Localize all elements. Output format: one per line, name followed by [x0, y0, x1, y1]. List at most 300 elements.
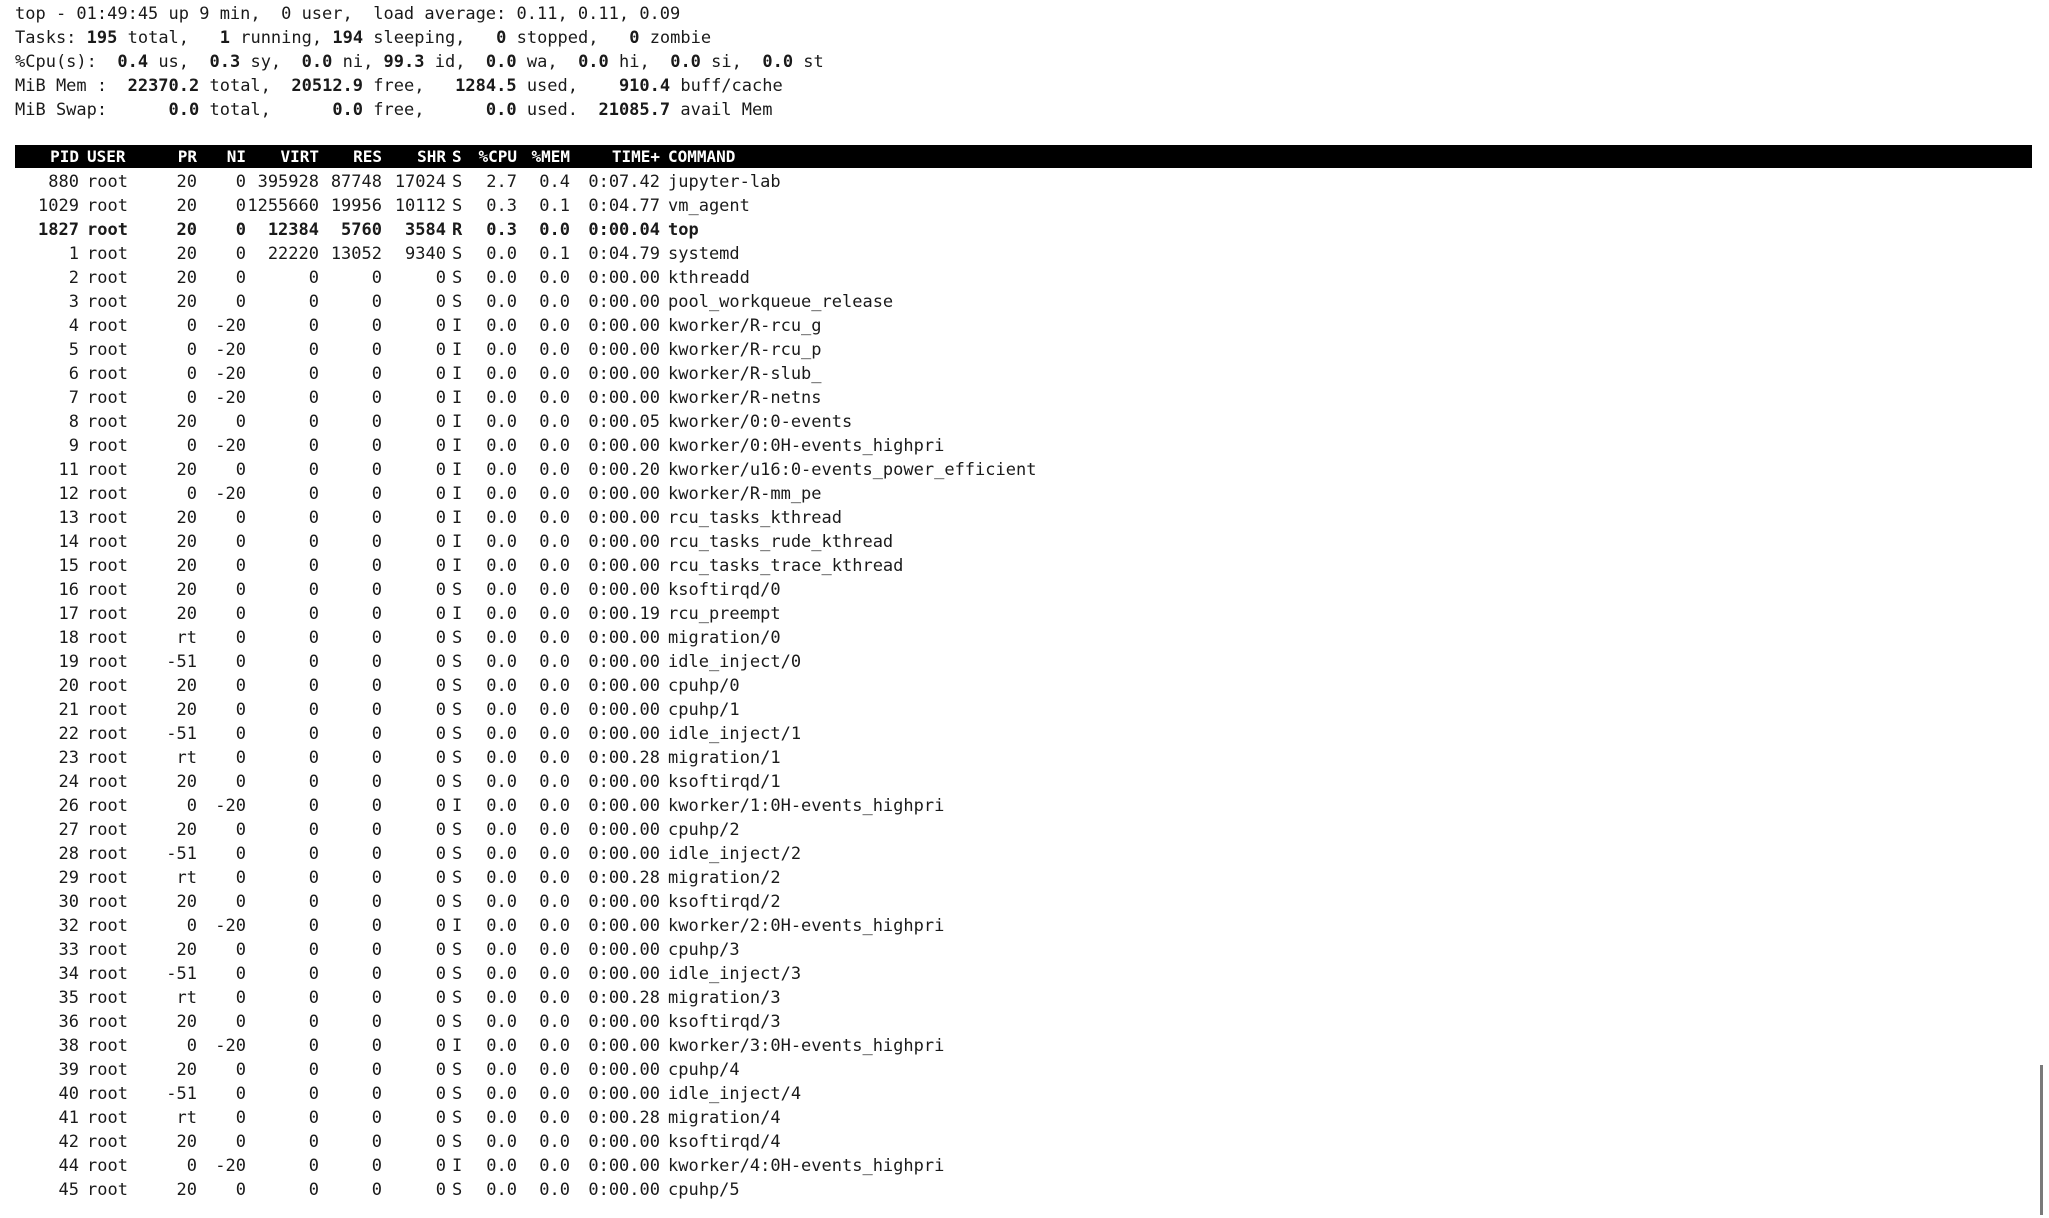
nice-cell: 0	[235, 1108, 246, 1128]
command-cell: systemd	[668, 244, 740, 264]
summary-text: id,	[424, 52, 486, 72]
process-row[interactable]	[15, 962, 1215, 986]
command-cell: cpuhp/0	[668, 676, 740, 696]
time-cell: 0:00.00	[588, 652, 660, 672]
process-row[interactable]	[15, 482, 1215, 506]
state-cell: S	[452, 652, 463, 672]
priority-cell: 0	[186, 796, 197, 816]
user-cell: root	[87, 532, 128, 552]
summary-text: us,	[148, 52, 210, 72]
time-cell: 0:00.00	[588, 268, 660, 288]
virt-cell: 0	[308, 268, 319, 288]
cpu-cell: 0.0	[486, 748, 517, 768]
time-cell: 0:00.00	[588, 772, 660, 792]
user-cell: root	[87, 220, 128, 240]
nice-cell: 0	[235, 532, 246, 552]
pid-cell: 23	[58, 748, 79, 768]
process-row[interactable]	[15, 650, 1215, 674]
res-cell: 0	[371, 700, 382, 720]
shr-cell: 0	[435, 484, 446, 504]
cpu-cell: 0.0	[486, 1036, 517, 1056]
column-header-time[interactable]: TIME+	[611, 147, 660, 166]
priority-cell: 20	[176, 460, 197, 480]
virt-cell: 0	[308, 1180, 319, 1200]
process-row[interactable]	[15, 530, 1215, 554]
user-cell: root	[87, 748, 128, 768]
cpu-cell: 0.0	[486, 796, 517, 816]
user-cell: root	[87, 1012, 128, 1032]
mem-cell: 0.4	[539, 172, 570, 192]
pid-cell: 40	[58, 1084, 79, 1104]
cpu-cell: 0.0	[486, 580, 517, 600]
summary-value: 20512.9	[291, 76, 364, 96]
cpu-cell: 0.0	[486, 1180, 517, 1200]
cpu-cell: 0.0	[486, 1084, 517, 1104]
res-cell: 0	[371, 340, 382, 360]
res-cell: 0	[371, 748, 382, 768]
pid-cell: 24	[58, 772, 79, 792]
command-cell: kworker/1:0H-events_highpri	[668, 796, 945, 816]
mem-cell: 0.0	[539, 388, 570, 408]
column-header-mem[interactable]: %MEM	[531, 147, 570, 166]
virt-cell: 0	[308, 772, 319, 792]
nice-cell: 0	[235, 700, 246, 720]
shr-cell: 0	[435, 796, 446, 816]
time-cell: 0:00.00	[588, 700, 660, 720]
cpu-cell: 0.0	[486, 508, 517, 528]
virt-cell: 0	[308, 364, 319, 384]
nice-cell: 0	[235, 196, 246, 216]
summary-value: 194	[332, 28, 364, 48]
nice-cell: -20	[215, 364, 246, 384]
mem-cell: 0.0	[539, 868, 570, 888]
process-row[interactable]	[15, 794, 1215, 818]
nice-cell: 0	[235, 1012, 246, 1032]
res-cell: 0	[371, 868, 382, 888]
summary-text: zombie	[639, 28, 712, 48]
mem-cell: 0.0	[539, 460, 570, 480]
state-cell: S	[452, 748, 463, 768]
time-cell: 0:00.00	[588, 1060, 660, 1080]
pid-cell: 14	[58, 532, 79, 552]
cpu-cell: 0.0	[486, 1060, 517, 1080]
virt-cell: 0	[308, 868, 319, 888]
shr-cell: 0	[435, 724, 446, 744]
pid-cell: 12	[58, 484, 79, 504]
column-header-ni[interactable]: NI	[226, 147, 246, 166]
summary-value: 22370.2	[127, 76, 200, 96]
res-cell: 0	[371, 724, 382, 744]
shr-cell: 0	[435, 868, 446, 888]
time-cell: 0:00.05	[588, 412, 660, 432]
process-row[interactable]	[15, 722, 1215, 746]
column-header-pid[interactable]: PID	[50, 147, 79, 166]
time-cell: 0:00.00	[588, 1156, 660, 1176]
process-row[interactable]	[15, 194, 1215, 218]
process-row[interactable]	[15, 626, 1215, 650]
process-row[interactable]	[15, 938, 1215, 962]
mem-cell: 0.0	[539, 964, 570, 984]
user-cell: root	[87, 508, 128, 528]
res-cell: 0	[371, 940, 382, 960]
process-row[interactable]	[15, 1010, 1215, 1034]
res-cell: 0	[371, 580, 382, 600]
time-cell: 0:00.00	[588, 676, 660, 696]
virt-cell: 0	[308, 1156, 319, 1176]
user-cell: root	[87, 844, 128, 864]
time-cell: 0:00.00	[588, 1132, 660, 1152]
res-cell: 0	[371, 1060, 382, 1080]
shr-cell: 0	[435, 1012, 446, 1032]
process-row[interactable]	[15, 410, 1215, 434]
process-row[interactable]	[15, 338, 1215, 362]
time-cell: 0:00.19	[588, 604, 660, 624]
shr-cell: 0	[435, 892, 446, 912]
cpu-cell: 0.0	[486, 340, 517, 360]
shr-cell: 0	[435, 676, 446, 696]
process-row[interactable]	[15, 1058, 1215, 1082]
process-row[interactable]	[15, 578, 1215, 602]
process-row[interactable]	[15, 914, 1215, 938]
virt-cell: 0	[308, 652, 319, 672]
nice-cell: 0	[235, 892, 246, 912]
priority-cell: 20	[176, 676, 197, 696]
res-cell: 0	[371, 1012, 382, 1032]
process-row[interactable]	[15, 434, 1215, 458]
state-cell: S	[452, 1180, 463, 1200]
command-cell: vm_agent	[668, 196, 750, 216]
command-cell: ksoftirqd/2	[668, 892, 781, 912]
process-row[interactable]	[15, 986, 1215, 1010]
mem-cell: 0.0	[539, 1156, 570, 1176]
mem-cell: 0.0	[539, 724, 570, 744]
summary-text: free,	[363, 100, 486, 120]
priority-cell: 0	[186, 916, 197, 936]
shr-cell: 0	[435, 316, 446, 336]
priority-cell: 20	[176, 1180, 197, 1200]
process-row[interactable]	[15, 362, 1215, 386]
command-cell: rcu_tasks_trace_kthread	[668, 556, 904, 576]
priority-cell: rt	[176, 748, 197, 768]
shr-cell: 3584	[405, 220, 446, 240]
mem-cell: 0.0	[539, 892, 570, 912]
nice-cell: 0	[235, 244, 246, 264]
shr-cell: 0	[435, 1132, 446, 1152]
cpu-cell: 0.0	[486, 892, 517, 912]
process-row[interactable]	[15, 866, 1215, 890]
virt-cell: 0	[308, 412, 319, 432]
column-header-pr[interactable]: PR	[177, 147, 197, 166]
nice-cell: 0	[235, 220, 246, 240]
summary-value: 0.0	[485, 100, 517, 120]
process-row[interactable]	[15, 170, 1215, 194]
process-row[interactable]	[15, 1106, 1215, 1130]
priority-cell: 0	[186, 340, 197, 360]
mem-cell: 0.0	[539, 268, 570, 288]
pid-cell: 38	[58, 1036, 79, 1056]
virt-cell: 0	[308, 436, 319, 456]
scrollbar-thumb[interactable]	[2040, 1065, 2043, 1215]
mem-cell: 0.0	[539, 412, 570, 432]
mem-cell: 0.0	[539, 988, 570, 1008]
nice-cell: 0	[235, 676, 246, 696]
process-row[interactable]	[15, 266, 1215, 290]
state-cell: S	[452, 1084, 463, 1104]
time-cell: 0:00.04	[588, 220, 660, 240]
summary-text: top - 01:49:45 up 9 min, 0 user, load average: 0.11, 0.11, 0.09	[15, 4, 681, 24]
cpu-cell: 0.3	[486, 196, 517, 216]
process-row[interactable]	[15, 218, 1215, 242]
summary-text: total,	[117, 28, 220, 48]
priority-cell: 20	[176, 580, 197, 600]
state-cell: I	[452, 556, 463, 576]
priority-cell: 20	[176, 172, 197, 192]
user-cell: root	[87, 724, 128, 744]
time-cell: 0:00.00	[588, 580, 660, 600]
pid-cell: 3	[68, 292, 79, 312]
command-cell: kworker/R-mm_pe	[668, 484, 822, 504]
state-cell: S	[452, 1132, 463, 1152]
pid-cell: 22	[58, 724, 79, 744]
summary-value: 0.0	[332, 100, 364, 120]
priority-cell: 20	[176, 820, 197, 840]
process-row[interactable]	[15, 842, 1215, 866]
shr-cell: 0	[435, 388, 446, 408]
cpu-cell: 0.0	[486, 700, 517, 720]
cpu-cell: 0.0	[486, 364, 517, 384]
cpu-cell: 0.0	[486, 844, 517, 864]
column-header-bar	[15, 145, 2032, 168]
mem-cell: 0.0	[539, 220, 570, 240]
user-cell: root	[87, 1108, 128, 1128]
cpu-cell: 0.0	[486, 436, 517, 456]
mem-cell: 0.0	[539, 676, 570, 696]
column-header-shr[interactable]: SHR	[417, 147, 446, 166]
user-cell: root	[87, 868, 128, 888]
process-row[interactable]	[15, 458, 1215, 482]
res-cell: 0	[371, 556, 382, 576]
command-cell: ksoftirqd/0	[668, 580, 781, 600]
time-cell: 0:04.79	[588, 244, 660, 264]
column-header-cpu[interactable]: %CPU	[478, 147, 517, 166]
process-table[interactable]	[15, 170, 1215, 1202]
command-cell: ksoftirqd/4	[668, 1132, 781, 1152]
user-cell: root	[87, 940, 128, 960]
mem-cell: 0.0	[539, 628, 570, 648]
state-cell: S	[452, 772, 463, 792]
column-header-res[interactable]: RES	[353, 147, 382, 166]
mem-cell: 0.0	[539, 916, 570, 936]
priority-cell: 20	[176, 532, 197, 552]
time-cell: 0:00.28	[588, 1108, 660, 1128]
column-header-command[interactable]: COMMAND	[668, 147, 736, 166]
user-cell: root	[87, 172, 128, 192]
user-cell: root	[87, 820, 128, 840]
cpu-cell: 0.0	[486, 1012, 517, 1032]
time-cell: 0:00.00	[588, 292, 660, 312]
virt-cell: 0	[308, 340, 319, 360]
summary-text: running,	[229, 28, 333, 48]
summary-text: sleeping,	[363, 28, 497, 48]
shr-cell: 0	[435, 268, 446, 288]
priority-cell: 0	[186, 1156, 197, 1176]
pid-cell: 11	[58, 460, 79, 480]
shr-cell: 0	[435, 1084, 446, 1104]
command-cell: migration/1	[668, 748, 781, 768]
process-row[interactable]	[15, 1130, 1215, 1154]
virt-cell: 0	[308, 700, 319, 720]
tasks-line	[15, 26, 1915, 50]
state-cell: I	[452, 1156, 463, 1176]
process-row[interactable]	[15, 818, 1215, 842]
summary-value: 99.3	[383, 52, 425, 72]
summary-text: sy,	[240, 52, 302, 72]
virt-cell: 0	[308, 676, 319, 696]
time-cell: 0:00.00	[588, 508, 660, 528]
pid-cell: 19	[58, 652, 79, 672]
cpu-cell: 0.0	[486, 916, 517, 936]
state-cell: I	[452, 412, 463, 432]
cpu-cell: 0.0	[486, 652, 517, 672]
pid-cell: 1029	[38, 196, 79, 216]
virt-cell: 0	[308, 940, 319, 960]
virt-cell: 0	[308, 1132, 319, 1152]
process-row[interactable]	[15, 1082, 1215, 1106]
time-cell: 0:00.00	[588, 436, 660, 456]
command-cell: migration/2	[668, 868, 781, 888]
summary-text: total,	[199, 76, 292, 96]
process-row[interactable]	[15, 698, 1215, 722]
shr-cell: 0	[435, 1180, 446, 1200]
process-row[interactable]	[15, 242, 1215, 266]
shr-cell: 0	[435, 580, 446, 600]
summary-value: 1284.5	[455, 76, 517, 96]
shr-cell: 0	[435, 1036, 446, 1056]
state-cell: I	[452, 532, 463, 552]
shr-cell: 0	[435, 340, 446, 360]
time-cell: 0:00.00	[588, 1084, 660, 1104]
mem-cell: 0.0	[539, 748, 570, 768]
mem-cell: 0.0	[539, 1060, 570, 1080]
state-cell: S	[452, 628, 463, 648]
state-cell: S	[452, 580, 463, 600]
virt-cell: 0	[308, 628, 319, 648]
summary-text: ni,	[332, 52, 384, 72]
user-cell: root	[87, 700, 128, 720]
column-header-state[interactable]: S	[452, 147, 462, 166]
process-row[interactable]	[15, 290, 1215, 314]
pid-cell: 2	[68, 268, 79, 288]
time-cell: 0:00.00	[588, 484, 660, 504]
mem-cell: 0.0	[539, 556, 570, 576]
cpu-cell: 0.0	[486, 940, 517, 960]
user-cell: root	[87, 1036, 128, 1056]
time-cell: 0:00.00	[588, 796, 660, 816]
summary-value: 0.3	[209, 52, 241, 72]
pid-cell: 9	[68, 436, 79, 456]
res-cell: 5760	[341, 220, 382, 240]
summary-text: st	[793, 52, 824, 72]
virt-cell: 0	[308, 292, 319, 312]
nice-cell: 0	[235, 604, 246, 624]
state-cell: I	[452, 1036, 463, 1056]
cpu-cell: 0.0	[486, 820, 517, 840]
priority-cell: 20	[176, 196, 197, 216]
res-cell: 0	[371, 1132, 382, 1152]
user-cell: root	[87, 628, 128, 648]
pid-cell: 8	[68, 412, 79, 432]
priority-cell: 20	[176, 1012, 197, 1032]
cpu-cell: 2.7	[486, 172, 517, 192]
process-row[interactable]	[15, 770, 1215, 794]
time-cell: 0:00.00	[588, 364, 660, 384]
process-row[interactable]	[15, 386, 1215, 410]
virt-cell: 0	[308, 580, 319, 600]
priority-cell: 20	[176, 244, 197, 264]
virt-cell: 0	[308, 964, 319, 984]
summary-value: 0.0	[301, 52, 333, 72]
user-cell: root	[87, 316, 128, 336]
cpu-cell: 0.0	[486, 532, 517, 552]
res-cell: 0	[371, 1156, 382, 1176]
process-row[interactable]	[15, 314, 1215, 338]
pid-cell: 32	[58, 916, 79, 936]
mem-cell: 0.0	[539, 292, 570, 312]
time-cell: 0:00.00	[588, 724, 660, 744]
process-row[interactable]	[15, 602, 1215, 626]
summary-value: 0.0	[168, 100, 200, 120]
pid-cell: 880	[48, 172, 79, 192]
column-header-user[interactable]: USER	[87, 147, 126, 166]
state-cell: S	[452, 940, 463, 960]
process-row[interactable]	[15, 746, 1215, 770]
nice-cell: -20	[215, 1036, 246, 1056]
cpu-cell: 0.0	[486, 988, 517, 1008]
process-row[interactable]	[15, 890, 1215, 914]
process-row[interactable]	[15, 1034, 1215, 1058]
process-row[interactable]	[15, 674, 1215, 698]
state-cell: S	[452, 844, 463, 864]
process-row[interactable]	[15, 506, 1215, 530]
user-cell: root	[87, 340, 128, 360]
process-row[interactable]	[15, 1154, 1215, 1178]
summary-text: si,	[700, 52, 763, 72]
virt-cell: 0	[308, 916, 319, 936]
process-row[interactable]	[15, 554, 1215, 578]
user-cell: root	[87, 916, 128, 936]
shr-cell: 0	[435, 844, 446, 864]
command-cell: jupyter-lab	[668, 172, 781, 192]
virt-cell: 395928	[257, 172, 319, 192]
nice-cell: 0	[235, 292, 246, 312]
column-header-virt[interactable]: VIRT	[280, 147, 319, 166]
priority-cell: -51	[166, 652, 197, 672]
nice-cell: 0	[235, 772, 246, 792]
res-cell: 0	[371, 676, 382, 696]
user-cell: root	[87, 892, 128, 912]
nice-cell: 0	[235, 508, 246, 528]
process-row[interactable]	[15, 1178, 1215, 1202]
time-cell: 0:00.28	[588, 748, 660, 768]
cpu-cell: 0.0	[486, 484, 517, 504]
mem-cell: 0.1	[539, 196, 570, 216]
nice-cell: -20	[215, 316, 246, 336]
priority-cell: -51	[166, 964, 197, 984]
cpu-cell: 0.0	[486, 460, 517, 480]
nice-cell: 0	[235, 1060, 246, 1080]
summary-text: used.	[516, 100, 599, 120]
res-cell: 0	[371, 892, 382, 912]
